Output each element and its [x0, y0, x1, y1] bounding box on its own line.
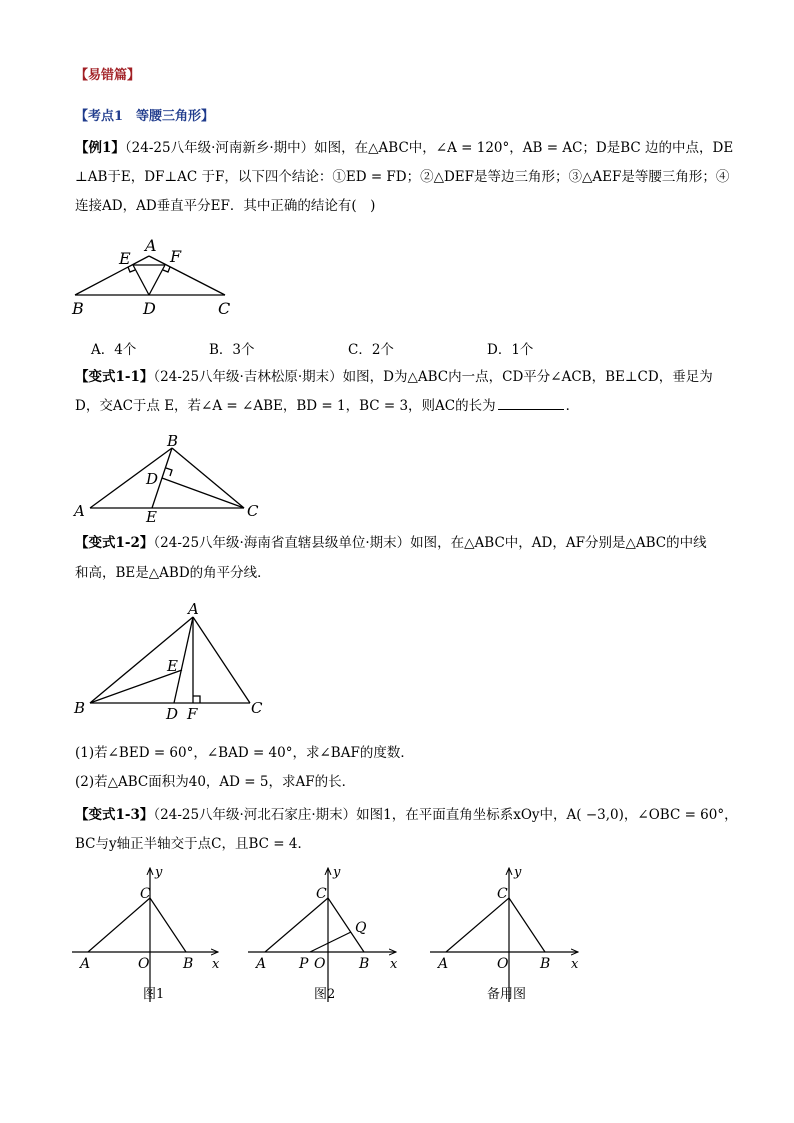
ex1-label-f: F — [170, 247, 182, 266]
v11-label-e: E — [146, 508, 157, 526]
ex1-label-b: B — [72, 299, 84, 318]
section-title: 【易错篇】 — [75, 68, 141, 83]
fig1-segment-cb — [150, 898, 186, 952]
fig2-label-a: A — [256, 956, 267, 972]
fig2-label-y: y — [333, 865, 341, 880]
v11-label-a: A — [74, 502, 85, 520]
fig1-label-b: B — [183, 956, 194, 972]
variant13-label: 【变式1-3】 — [75, 807, 154, 823]
fig3-label-a: A — [438, 956, 449, 972]
variant11-text1: 如图，D为△ABC内一点，CD平分∠ACB，BE⊥CD，垂足为 — [342, 369, 713, 385]
fig2-label-q: Q — [355, 920, 367, 936]
option-c: C．2个 — [348, 342, 394, 358]
variant13-source: （24-25八年级·河北石家庄·期末） — [153, 807, 357, 823]
variant11-source: （24-25八年级·吉林松原·期末） — [153, 369, 343, 385]
v11-label-c: C — [247, 502, 259, 520]
variant12-line2: 和高，BE是△ABD的角平分线． — [75, 565, 271, 581]
fig2-segment-pq — [310, 932, 351, 952]
example1-text1: 如图，在△ABC中，∠A = 120°，AB = AC；D是BC 边的中点，DE — [314, 140, 734, 156]
fig1-segment-ac — [88, 898, 150, 952]
fig2-label-c: C — [316, 886, 327, 902]
fig1-label-c: C — [140, 886, 151, 902]
fig2-caption: 图2 — [314, 987, 336, 1002]
example1-line2: ⊥AB于E，DF⊥AC 于F，以下四个结论：①ED = FD；②△DEF是等边三角形；③△AEF是等腰三角形；④ — [75, 169, 730, 185]
fig3-label-b: B — [540, 956, 551, 972]
coordinate-figure-spare — [430, 865, 579, 1002]
fig3-segment-cb — [509, 898, 545, 952]
v12-label-d: D — [166, 705, 179, 723]
fig3-caption: 备用图 — [487, 987, 527, 1002]
fig2-label-o: O — [314, 956, 326, 972]
fig3-label-x: x — [571, 957, 579, 972]
fig2-label-p: P — [299, 956, 309, 972]
fig2-segment-ac — [265, 898, 328, 952]
option-a: A．4个 — [91, 342, 137, 358]
ex1-label-c: C — [218, 299, 231, 318]
variant12-question1: (1)若∠BED = 60°，∠BAD = 40°，求∠BAF的度数． — [75, 745, 414, 761]
fig3-label-o: O — [497, 956, 509, 972]
v12-label-f: F — [187, 705, 198, 723]
v11-label-d: D — [146, 470, 159, 488]
v12-label-c: C — [251, 699, 263, 717]
fig1-label-y: y — [155, 865, 163, 880]
ex1-label-d: D — [143, 299, 156, 318]
variant13-line2: BC与y轴正半轴交于点C，且BC = 4． — [75, 836, 311, 852]
fig1-caption: 图1 — [143, 987, 165, 1002]
fig3-segment-ac — [446, 898, 509, 952]
fig1-label-a: A — [80, 956, 91, 972]
ex1-label-a: A — [145, 236, 157, 255]
variant12-question2: (2)若△ABC面积为40，AD = 5，求AF的长． — [75, 774, 356, 790]
variant12-source: （24-25八年级·海南省直辖县级单位·期末） — [153, 535, 411, 551]
variant11-text2: D，交AC于点 E，若∠A = ∠ABE，BD = 1，BC = 3，则AC的长为 — [75, 398, 496, 414]
coordinate-figure-1 — [72, 865, 220, 1002]
ex1-label-e: E — [119, 249, 131, 268]
fig3-label-y: y — [514, 865, 522, 880]
option-d: D．1个 — [487, 342, 534, 358]
fig2-label-x: x — [390, 957, 398, 972]
fig1-label-o: O — [138, 956, 150, 972]
example1-source: （24-25八年级·河南新乡·期中） — [124, 140, 315, 156]
variant12-text1: 如图，在△ABC中，AD，AF分别是△ABC的中线 — [410, 535, 707, 551]
variant13-text1: 如图1，在平面直角坐标系xOy中，A( −3,0)，∠OBC = 60°， — [356, 807, 738, 823]
fig1-label-x: x — [212, 957, 220, 972]
fig3-label-c: C — [497, 886, 508, 902]
v11-label-b: B — [167, 432, 179, 450]
option-b: B．3个 — [209, 342, 255, 358]
topic-title: 【考点1 等腰三角形】 — [75, 109, 215, 124]
example1-label: 【例1】 — [75, 140, 125, 156]
variant11-label: 【变式1-1】 — [75, 369, 154, 385]
v12-label-a: A — [188, 600, 199, 618]
coordinate-figure-2 — [248, 865, 398, 1002]
variant11-text2-end: ． — [565, 398, 580, 414]
v12-label-b: B — [74, 699, 86, 717]
v12-label-e: E — [167, 657, 178, 675]
fig2-label-b: B — [359, 956, 370, 972]
example1-line3: 连接AD，AD垂直平分EF．其中正确的结论有( ) — [75, 198, 376, 214]
variant12-label: 【变式1-2】 — [75, 535, 154, 551]
